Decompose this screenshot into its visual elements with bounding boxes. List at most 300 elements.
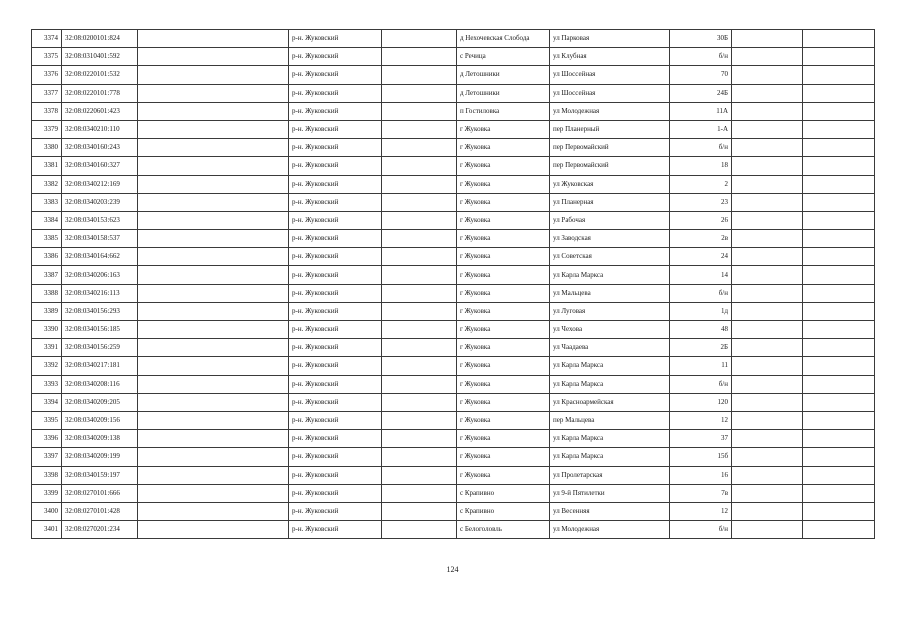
empty-cell (732, 375, 803, 393)
district-cell: р-н. Жуковский (289, 48, 382, 66)
row-number-cell: 3377 (32, 84, 62, 102)
empty-cell (138, 339, 289, 357)
locality-cell: г Жуковка (457, 211, 550, 229)
empty-cell (803, 375, 875, 393)
district-cell: р-н. Жуковский (289, 248, 382, 266)
row-number-cell: 3374 (32, 30, 62, 48)
empty-cell (803, 484, 875, 502)
empty-cell (138, 248, 289, 266)
empty-cell (138, 48, 289, 66)
row-number-cell: 3383 (32, 193, 62, 211)
locality-cell: г Жуковка (457, 248, 550, 266)
house-number-cell: 12 (670, 411, 732, 429)
empty-cell (138, 84, 289, 102)
table-row (32, 211, 875, 229)
district-cell: р-н. Жуковский (289, 211, 382, 229)
street-cell: ул Луговая (550, 302, 670, 320)
table-row (32, 521, 875, 539)
house-number-cell: 11А (670, 102, 732, 120)
house-number-cell: б/н (670, 284, 732, 302)
row-number-cell: 3391 (32, 339, 62, 357)
street-cell: ул Карла Маркса (550, 357, 670, 375)
house-number-cell: 48 (670, 321, 732, 339)
table-row (32, 466, 875, 484)
empty-cell (382, 139, 457, 157)
street-cell: ул Клубная (550, 48, 670, 66)
cadastral-number-cell: 32:08:0340209:199 (62, 448, 138, 466)
table-row (32, 375, 875, 393)
empty-cell (382, 393, 457, 411)
house-number-cell: 120 (670, 393, 732, 411)
district-cell: р-н. Жуковский (289, 157, 382, 175)
table-body (32, 30, 875, 539)
row-number-cell: 3381 (32, 157, 62, 175)
table-row (32, 284, 875, 302)
house-number-cell: 30Б (670, 30, 732, 48)
locality-cell: г Жуковка (457, 230, 550, 248)
row-number-cell: 3392 (32, 357, 62, 375)
row-number-cell: 3393 (32, 375, 62, 393)
district-cell: р-н. Жуковский (289, 484, 382, 502)
district-cell: р-н. Жуковский (289, 502, 382, 520)
table-row (32, 484, 875, 502)
locality-cell: г Жуковка (457, 321, 550, 339)
district-cell: р-н. Жуковский (289, 66, 382, 84)
table-row (32, 266, 875, 284)
empty-cell (803, 321, 875, 339)
empty-cell (803, 357, 875, 375)
locality-cell: г Жуковка (457, 284, 550, 302)
empty-cell (138, 139, 289, 157)
street-cell: ул Чаадаева (550, 339, 670, 357)
row-number-cell: 3384 (32, 211, 62, 229)
row-number-cell: 3389 (32, 302, 62, 320)
empty-cell (138, 393, 289, 411)
street-cell: ул 9-й Пятилетки (550, 484, 670, 502)
street-cell: ул Шоссейная (550, 84, 670, 102)
row-number-cell: 3385 (32, 230, 62, 248)
empty-cell (138, 375, 289, 393)
empty-cell (732, 339, 803, 357)
empty-cell (732, 139, 803, 157)
street-cell: ул Мальцева (550, 284, 670, 302)
house-number-cell: 18 (670, 157, 732, 175)
cadastral-number-cell: 32:08:0340209:138 (62, 430, 138, 448)
empty-cell (382, 193, 457, 211)
empty-cell (732, 175, 803, 193)
locality-cell: д Летошники (457, 84, 550, 102)
empty-cell (138, 484, 289, 502)
register-table (31, 29, 875, 539)
street-cell: ул Заводская (550, 230, 670, 248)
street-cell: ул Карла Маркса (550, 448, 670, 466)
empty-cell (138, 266, 289, 284)
empty-cell (382, 230, 457, 248)
empty-cell (732, 521, 803, 539)
empty-cell (382, 448, 457, 466)
locality-cell: с Крапивно (457, 502, 550, 520)
cadastral-number-cell: 32:08:0340206:163 (62, 266, 138, 284)
table-row (32, 448, 875, 466)
district-cell: р-н. Жуковский (289, 102, 382, 120)
street-cell: пер Первомайский (550, 157, 670, 175)
street-cell: пер Первомайский (550, 139, 670, 157)
table-row (32, 193, 875, 211)
row-number-cell: 3398 (32, 466, 62, 484)
empty-cell (803, 66, 875, 84)
empty-cell (732, 120, 803, 138)
empty-cell (803, 339, 875, 357)
empty-cell (803, 393, 875, 411)
row-number-cell: 3375 (32, 48, 62, 66)
empty-cell (382, 521, 457, 539)
empty-cell (138, 448, 289, 466)
street-cell: ул Молодежная (550, 521, 670, 539)
locality-cell: д Летошники (457, 66, 550, 84)
empty-cell (138, 466, 289, 484)
table-row (32, 48, 875, 66)
empty-cell (803, 266, 875, 284)
locality-cell: г Жуковка (457, 466, 550, 484)
empty-cell (382, 411, 457, 429)
row-number-cell: 3394 (32, 393, 62, 411)
district-cell: р-н. Жуковский (289, 521, 382, 539)
empty-cell (382, 321, 457, 339)
empty-cell (382, 102, 457, 120)
table-row (32, 502, 875, 520)
district-cell: р-н. Жуковский (289, 120, 382, 138)
street-cell: ул Чехова (550, 321, 670, 339)
empty-cell (803, 211, 875, 229)
district-cell: р-н. Жуковский (289, 302, 382, 320)
street-cell: ул Пролетарская (550, 466, 670, 484)
street-cell: ул Парковая (550, 30, 670, 48)
locality-cell: г Жуковка (457, 375, 550, 393)
house-number-cell: б/н (670, 139, 732, 157)
empty-cell (803, 139, 875, 157)
district-cell: р-н. Жуковский (289, 339, 382, 357)
street-cell: ул Красноармейская (550, 393, 670, 411)
empty-cell (382, 339, 457, 357)
street-cell: ул Карла Маркса (550, 266, 670, 284)
house-number-cell: б/н (670, 48, 732, 66)
house-number-cell: б/н (670, 521, 732, 539)
district-cell: р-н. Жуковский (289, 175, 382, 193)
empty-cell (803, 175, 875, 193)
row-number-cell: 3390 (32, 321, 62, 339)
cadastral-number-cell: 32:08:0340160:327 (62, 157, 138, 175)
locality-cell: с Речица (457, 48, 550, 66)
cadastral-number-cell: 32:08:0340203:239 (62, 193, 138, 211)
empty-cell (803, 120, 875, 138)
house-number-cell: 16 (670, 466, 732, 484)
street-cell: ул Шоссейная (550, 66, 670, 84)
cadastral-number-cell: 32:08:0200101:824 (62, 30, 138, 48)
row-number-cell: 3395 (32, 411, 62, 429)
cadastral-number-cell: 32:08:0340164:662 (62, 248, 138, 266)
locality-cell: г Жуковка (457, 266, 550, 284)
empty-cell (732, 357, 803, 375)
house-number-cell: 11 (670, 357, 732, 375)
district-cell: р-н. Жуковский (289, 393, 382, 411)
empty-cell (732, 248, 803, 266)
row-number-cell: 3396 (32, 430, 62, 448)
empty-cell (382, 284, 457, 302)
empty-cell (382, 430, 457, 448)
table-row (32, 248, 875, 266)
empty-cell (732, 466, 803, 484)
empty-cell (138, 521, 289, 539)
empty-cell (138, 357, 289, 375)
cadastral-number-cell: 32:08:0340156:185 (62, 321, 138, 339)
locality-cell: д Нехочевская Слобода (457, 30, 550, 48)
empty-cell (732, 84, 803, 102)
empty-cell (382, 302, 457, 320)
house-number-cell: 24 (670, 248, 732, 266)
district-cell: р-н. Жуковский (289, 448, 382, 466)
table-row (32, 102, 875, 120)
district-cell: р-н. Жуковский (289, 284, 382, 302)
locality-cell: п Гостиловка (457, 102, 550, 120)
empty-cell (803, 230, 875, 248)
table-row (32, 302, 875, 320)
empty-cell (138, 230, 289, 248)
house-number-cell: 12 (670, 502, 732, 520)
house-number-cell: 23 (670, 193, 732, 211)
empty-cell (382, 48, 457, 66)
row-number-cell: 3397 (32, 448, 62, 466)
district-cell: р-н. Жуковский (289, 266, 382, 284)
cadastral-number-cell: 32:08:0270201:234 (62, 521, 138, 539)
row-number-cell: 3376 (32, 66, 62, 84)
row-number-cell: 3378 (32, 102, 62, 120)
empty-cell (382, 466, 457, 484)
street-cell: ул Весенняя (550, 502, 670, 520)
cadastral-number-cell: 32:08:0340156:293 (62, 302, 138, 320)
district-cell: р-н. Жуковский (289, 139, 382, 157)
street-cell: пер Мальцева (550, 411, 670, 429)
table-row (32, 357, 875, 375)
table-row (32, 30, 875, 48)
row-number-cell: 3400 (32, 502, 62, 520)
empty-cell (803, 521, 875, 539)
table-row (32, 339, 875, 357)
empty-cell (382, 175, 457, 193)
empty-cell (732, 30, 803, 48)
row-number-cell: 3401 (32, 521, 62, 539)
locality-cell: с Белоголовль (457, 521, 550, 539)
street-cell: ул Рабочая (550, 211, 670, 229)
cadastral-number-cell: 32:08:0340209:156 (62, 411, 138, 429)
house-number-cell: 2Б (670, 339, 732, 357)
district-cell: р-н. Жуковский (289, 30, 382, 48)
cadastral-number-cell: 32:08:0340210:110 (62, 120, 138, 138)
house-number-cell: 7в (670, 484, 732, 502)
empty-cell (382, 66, 457, 84)
empty-cell (138, 284, 289, 302)
table-row (32, 175, 875, 193)
empty-cell (803, 284, 875, 302)
empty-cell (138, 120, 289, 138)
cadastral-number-cell: 32:08:0340158:537 (62, 230, 138, 248)
house-number-cell: 15б (670, 448, 732, 466)
empty-cell (732, 211, 803, 229)
street-cell: ул Карла Маркса (550, 430, 670, 448)
table-row (32, 120, 875, 138)
locality-cell: г Жуковка (457, 175, 550, 193)
empty-cell (138, 193, 289, 211)
empty-cell (138, 30, 289, 48)
empty-cell (803, 302, 875, 320)
row-number-cell: 3379 (32, 120, 62, 138)
table-row (32, 84, 875, 102)
empty-cell (803, 48, 875, 66)
empty-cell (732, 484, 803, 502)
cadastral-number-cell: 32:08:0220601:423 (62, 102, 138, 120)
empty-cell (138, 321, 289, 339)
locality-cell: г Жуковка (457, 120, 550, 138)
row-number-cell: 3387 (32, 266, 62, 284)
table-row (32, 157, 875, 175)
house-number-cell: 37 (670, 430, 732, 448)
district-cell: р-н. Жуковский (289, 230, 382, 248)
cadastral-number-cell: 32:08:0340159:197 (62, 466, 138, 484)
empty-cell (732, 321, 803, 339)
empty-cell (138, 102, 289, 120)
street-cell: пер Планерный (550, 120, 670, 138)
cadastral-number-cell: 32:08:0220101:532 (62, 66, 138, 84)
locality-cell: г Жуковка (457, 193, 550, 211)
empty-cell (732, 430, 803, 448)
house-number-cell: 14 (670, 266, 732, 284)
empty-cell (732, 411, 803, 429)
locality-cell: г Жуковка (457, 411, 550, 429)
cadastral-number-cell: 32:08:0340156:259 (62, 339, 138, 357)
empty-cell (803, 157, 875, 175)
empty-cell (382, 30, 457, 48)
empty-cell (138, 175, 289, 193)
locality-cell: с Крапивно (457, 484, 550, 502)
district-cell: р-н. Жуковский (289, 375, 382, 393)
house-number-cell: 70 (670, 66, 732, 84)
row-number-cell: 3388 (32, 284, 62, 302)
house-number-cell: 24Б (670, 84, 732, 102)
row-number-cell: 3382 (32, 175, 62, 193)
empty-cell (732, 102, 803, 120)
empty-cell (138, 411, 289, 429)
district-cell: р-н. Жуковский (289, 84, 382, 102)
empty-cell (732, 66, 803, 84)
empty-cell (138, 211, 289, 229)
empty-cell (382, 120, 457, 138)
house-number-cell: 1д (670, 302, 732, 320)
empty-cell (382, 502, 457, 520)
locality-cell: г Жуковка (457, 302, 550, 320)
district-cell: р-н. Жуковский (289, 321, 382, 339)
cadastral-number-cell: 32:08:0270101:428 (62, 502, 138, 520)
district-cell: р-н. Жуковский (289, 411, 382, 429)
street-cell: ул Карла Маркса (550, 375, 670, 393)
cadastral-number-cell: 32:08:0340216:113 (62, 284, 138, 302)
cadastral-number-cell: 32:08:0340212:169 (62, 175, 138, 193)
empty-cell (803, 411, 875, 429)
empty-cell (732, 302, 803, 320)
empty-cell (138, 430, 289, 448)
table-row (32, 393, 875, 411)
district-cell: р-н. Жуковский (289, 466, 382, 484)
locality-cell: г Жуковка (457, 430, 550, 448)
district-cell: р-н. Жуковский (289, 430, 382, 448)
empty-cell (138, 302, 289, 320)
table-row (32, 230, 875, 248)
empty-cell (732, 230, 803, 248)
empty-cell (138, 66, 289, 84)
empty-cell (382, 211, 457, 229)
district-cell: р-н. Жуковский (289, 193, 382, 211)
empty-cell (382, 375, 457, 393)
locality-cell: г Жуковка (457, 339, 550, 357)
house-number-cell: 2 (670, 175, 732, 193)
row-number-cell: 3399 (32, 484, 62, 502)
empty-cell (382, 84, 457, 102)
empty-cell (803, 84, 875, 102)
cadastral-number-cell: 32:08:0220101:778 (62, 84, 138, 102)
row-number-cell: 3380 (32, 139, 62, 157)
table-row (32, 66, 875, 84)
table-row (32, 411, 875, 429)
empty-cell (138, 157, 289, 175)
row-number-cell: 3386 (32, 248, 62, 266)
street-cell: ул Планерная (550, 193, 670, 211)
cadastral-number-cell: 32:08:0340208:116 (62, 375, 138, 393)
cadastral-number-cell: 32:08:0270101:666 (62, 484, 138, 502)
street-cell: ул Молодежная (550, 102, 670, 120)
locality-cell: г Жуковка (457, 357, 550, 375)
empty-cell (803, 30, 875, 48)
locality-cell: г Жуковка (457, 139, 550, 157)
empty-cell (382, 484, 457, 502)
empty-cell (803, 430, 875, 448)
cadastral-number-cell: 32:08:0310401:592 (62, 48, 138, 66)
empty-cell (732, 157, 803, 175)
empty-cell (803, 102, 875, 120)
street-cell: ул Советская (550, 248, 670, 266)
empty-cell (732, 393, 803, 411)
empty-cell (382, 357, 457, 375)
cadastral-number-cell: 32:08:0340209:205 (62, 393, 138, 411)
locality-cell: г Жуковка (457, 448, 550, 466)
empty-cell (803, 248, 875, 266)
cadastral-number-cell: 32:08:0340153:623 (62, 211, 138, 229)
house-number-cell: б/н (670, 375, 732, 393)
street-cell: ул Жуковская (550, 175, 670, 193)
empty-cell (732, 448, 803, 466)
page-number: 124 (446, 565, 459, 574)
house-number-cell: 26 (670, 211, 732, 229)
empty-cell (803, 448, 875, 466)
house-number-cell: 2в (670, 230, 732, 248)
empty-cell (732, 48, 803, 66)
empty-cell (382, 248, 457, 266)
table-row (32, 321, 875, 339)
district-cell: р-н. Жуковский (289, 357, 382, 375)
empty-cell (732, 502, 803, 520)
empty-cell (803, 502, 875, 520)
house-number-cell: 1-А (670, 120, 732, 138)
empty-cell (803, 466, 875, 484)
cadastral-number-cell: 32:08:0340217:181 (62, 357, 138, 375)
empty-cell (732, 193, 803, 211)
